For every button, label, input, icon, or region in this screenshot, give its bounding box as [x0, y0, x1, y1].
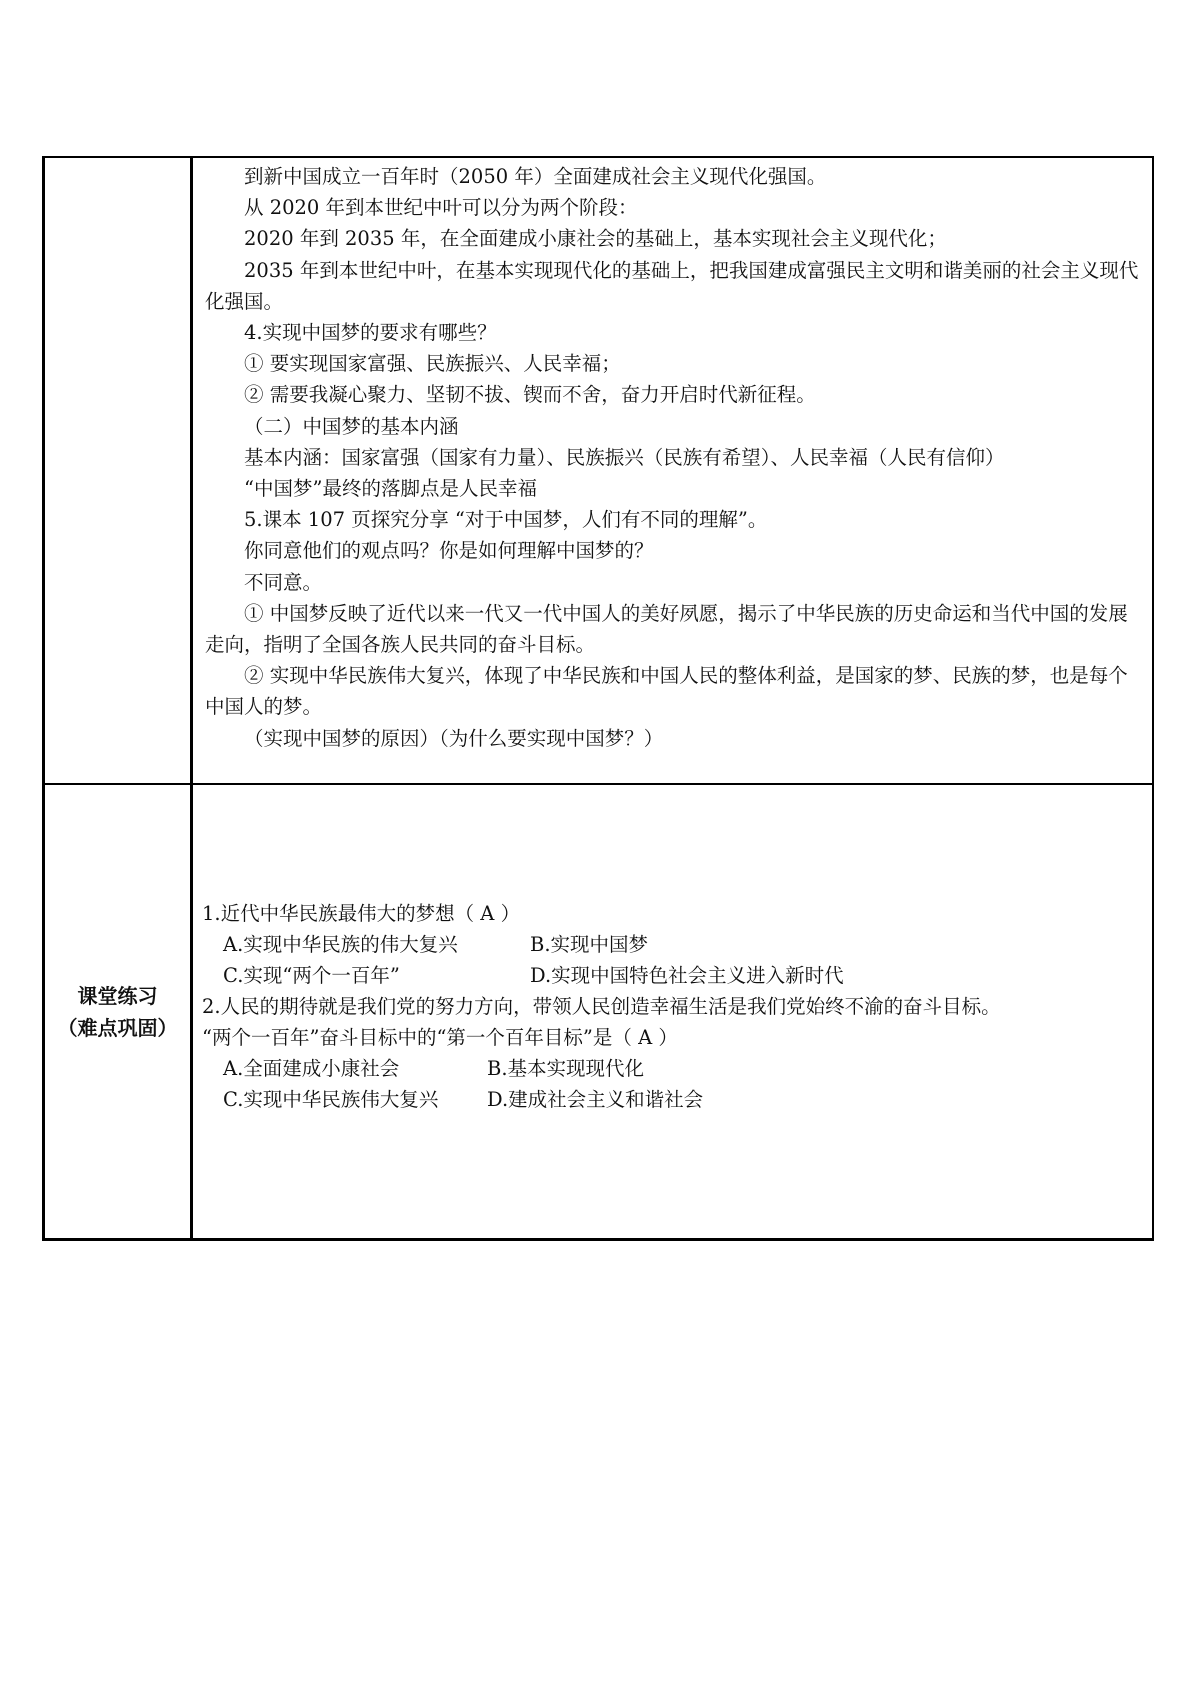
text-line: 从 2020 年到本世纪中叶可以分为两个阶段：	[244, 196, 638, 220]
text-line: （实现中国梦的原因）（为什么要实现中国梦？）	[244, 726, 664, 750]
question-heading: 5.课本 107 页探究分享 “对于中国梦，人们有不同的理解”。	[244, 508, 768, 532]
text-paragraph: ① 中国梦反映了近代以来一代又一代中国人的美好夙愿，揭示了中华民族的历史命运和当代中国的发展走向，指明了全国各族人民共同的奋斗目标。	[205, 601, 1128, 657]
option-b: B.基本实现现代化	[487, 1057, 645, 1080]
section-label-subtitle: （难点巩固）	[57, 1015, 178, 1040]
text-paragraph: ② 实现中华民族伟大复兴，体现了中华民族和中国人民的整体利益，是国家的梦、民族的梦，也是每个中国人的梦。	[205, 664, 1128, 719]
table-border-bottom	[42, 1238, 1154, 1241]
question-2-options-row-2	[202, 1084, 1147, 1115]
text-line: ② 需要我凝心聚力、坚韧不拔、锲而不舍，奋力开启时代新征程。	[244, 383, 816, 407]
option-d: D.实现中国特色社会主义进入新时代	[530, 964, 844, 987]
question-1-options-row-2	[202, 960, 1147, 991]
text-line: 基本内涵：国家富强（国家有力量）、民族振兴（民族有希望）、人民幸福（人民有信仰）	[244, 445, 1005, 469]
exercise-cell	[202, 898, 1147, 1115]
option-b: B.实现中国梦	[530, 933, 649, 956]
lesson-plan-table	[42, 156, 1154, 1240]
option-c: C.实现中华民族伟大复兴	[223, 1088, 439, 1111]
text-paragraph: 2035 年到本世纪中叶，在基本实现现代化的基础上，把我国建成富强民主文明和谐美丽的社会主义现代化强国。	[205, 258, 1139, 313]
text-line: “中国梦”最终的落脚点是人民幸福	[244, 477, 537, 501]
table-column-divider	[190, 156, 193, 1241]
text-line: 到新中国成立一百年时（2050 年）全面建成社会主义现代化强国。	[244, 165, 827, 188]
question-1-stem: 1.近代中华民族最伟大的梦想（ A ）	[202, 902, 521, 925]
option-a: A.实现中华民族的伟大复兴	[223, 933, 458, 956]
question-1-options-row-1	[202, 929, 1147, 960]
text-line: 2020 年到 2035 年，在全面建成小康社会的基础上，基本实现社会主义现代化；	[244, 227, 947, 251]
option-d: D.建成社会主义和谐社会	[487, 1088, 704, 1111]
text-line: ① 要实现国家富强、民族振兴、人民幸福；	[244, 352, 621, 376]
text-line: 你同意他们的观点吗？你是如何理解中国梦的？	[244, 539, 654, 563]
question-2-stem-continued: “两个一百年”奋斗目标中的“第一个百年目标”是（ A ）	[202, 1026, 678, 1049]
section-heading: （二）中国梦的基本内涵	[244, 414, 459, 438]
option-c: C.实现“两个一百年”	[223, 964, 400, 987]
option-a: A.全面建成小康社会	[223, 1057, 400, 1080]
table-border-right	[1152, 156, 1154, 1241]
table-row-divider	[42, 783, 1154, 785]
section-label-cell	[45, 785, 190, 1238]
question-2-stem: 2.人民的期待就是我们党的努力方向，带领人民创造幸福生活是我们党始终不渝的奋斗目标。	[202, 995, 1001, 1018]
question-2-options-row-1	[202, 1053, 1147, 1084]
table-border-top	[42, 156, 1154, 158]
question-heading: 4.实现中国梦的要求有哪些？	[244, 321, 497, 345]
text-line: 不同意。	[244, 570, 323, 594]
section-label-title: 课堂练习	[77, 983, 158, 1008]
content-cell-upper	[205, 161, 1145, 754]
